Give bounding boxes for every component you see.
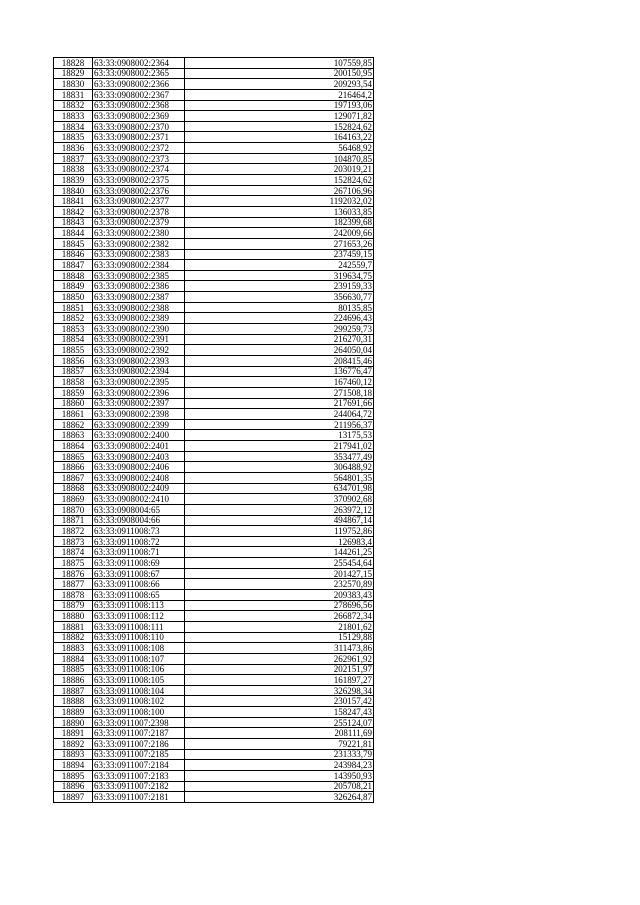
row-number-cell: 18886 <box>54 675 93 686</box>
cadastral-number-cell: 63:33:0908004:65 <box>93 504 185 515</box>
table-row <box>54 79 374 90</box>
row-number-cell: 18895 <box>54 770 93 781</box>
row-number-cell: 18843 <box>54 217 93 228</box>
row-number-cell: 18870 <box>54 504 93 515</box>
cadastral-number-cell: 63:33:0911007:2186 <box>93 739 185 750</box>
table-row <box>54 345 374 356</box>
table-row <box>54 228 374 239</box>
row-number-cell: 18897 <box>54 792 93 803</box>
value-cell: 242559,7 <box>185 260 374 271</box>
cadastral-number-cell: 63:33:0908002:2399 <box>93 419 185 430</box>
cadastral-number-cell: 63:33:0908002:2386 <box>93 281 185 292</box>
cadastral-number-cell: 63:33:0908002:2378 <box>93 206 185 217</box>
cadastral-number-cell: 63:33:0908002:2372 <box>93 143 185 154</box>
value-cell: 263972,12 <box>185 504 374 515</box>
row-number-cell: 18878 <box>54 590 93 601</box>
row-number-cell: 18867 <box>54 472 93 483</box>
cadastral-number-cell: 63:33:0908002:2393 <box>93 355 185 366</box>
table-row <box>54 111 374 122</box>
cadastral-number-cell: 63:33:0908002:2382 <box>93 238 185 249</box>
row-number-cell: 18859 <box>54 387 93 398</box>
table-row <box>54 494 374 505</box>
table-row <box>54 547 374 558</box>
row-number-cell: 18828 <box>54 58 93 69</box>
table-row <box>54 260 374 271</box>
cadastral-number-cell: 63:33:0908002:2403 <box>93 451 185 462</box>
table-row <box>54 664 374 675</box>
value-cell: 262961,92 <box>185 653 374 664</box>
cadastral-number-cell: 63:33:0911008:100 <box>93 707 185 718</box>
cadastral-number-cell: 63:33:0911008:107 <box>93 653 185 664</box>
table-row <box>54 770 374 781</box>
table-row <box>54 100 374 111</box>
row-number-cell: 18865 <box>54 451 93 462</box>
value-cell: 209383,43 <box>185 590 374 601</box>
value-cell: 306488,92 <box>185 462 374 473</box>
table-row <box>54 334 374 345</box>
row-number-cell: 18875 <box>54 558 93 569</box>
row-number-cell: 18894 <box>54 760 93 771</box>
table-row <box>54 324 374 335</box>
table-row <box>54 196 374 207</box>
value-cell: 152824,62 <box>185 121 374 132</box>
value-cell: 80135,85 <box>185 302 374 313</box>
value-cell: 217941,02 <box>185 441 374 452</box>
row-number-cell: 18883 <box>54 643 93 654</box>
table-row <box>54 270 374 281</box>
row-number-cell: 18873 <box>54 536 93 547</box>
row-number-cell: 18893 <box>54 749 93 760</box>
table-row <box>54 164 374 175</box>
cadastral-number-cell: 63:33:0911008:67 <box>93 568 185 579</box>
cadastral-number-cell: 63:33:0908002:2364 <box>93 58 185 69</box>
row-number-cell: 18849 <box>54 281 93 292</box>
table-row <box>54 292 374 303</box>
value-cell: 208415,46 <box>185 355 374 366</box>
row-number-cell: 18874 <box>54 547 93 558</box>
row-number-cell: 18872 <box>54 526 93 537</box>
row-number-cell: 18837 <box>54 153 93 164</box>
table-row <box>54 281 374 292</box>
cadastral-number-cell: 63:33:0908002:2408 <box>93 472 185 483</box>
cadastral-number-cell: 63:33:0911008:111 <box>93 621 185 632</box>
value-cell: 255454,64 <box>185 558 374 569</box>
table-body <box>54 58 374 803</box>
table-row <box>54 472 374 483</box>
table-row <box>54 68 374 79</box>
value-cell: 119752,86 <box>185 526 374 537</box>
cadastral-number-cell: 63:33:0911008:112 <box>93 611 185 622</box>
row-number-cell: 18896 <box>54 781 93 792</box>
cadastral-number-cell: 63:33:0911007:2181 <box>93 792 185 803</box>
row-number-cell: 18829 <box>54 68 93 79</box>
value-cell: 319634,75 <box>185 270 374 281</box>
cadastral-number-cell: 63:33:0908002:2401 <box>93 441 185 452</box>
cadastral-number-cell: 63:33:0908002:2396 <box>93 387 185 398</box>
value-cell: 104870,85 <box>185 153 374 164</box>
cadastral-number-cell: 63:33:0911007:2183 <box>93 770 185 781</box>
table-row <box>54 249 374 260</box>
row-number-cell: 18836 <box>54 143 93 154</box>
cadastral-number-cell: 63:33:0908002:2376 <box>93 185 185 196</box>
table-row <box>54 302 374 313</box>
cadastral-number-cell: 63:33:0908002:2392 <box>93 345 185 356</box>
row-number-cell: 18842 <box>54 206 93 217</box>
cadastral-number-cell: 63:33:0908002:2369 <box>93 111 185 122</box>
value-cell: 326264,87 <box>185 792 374 803</box>
table-row <box>54 568 374 579</box>
value-cell: 564801,35 <box>185 472 374 483</box>
row-number-cell: 18852 <box>54 313 93 324</box>
row-number-cell: 18861 <box>54 409 93 420</box>
value-cell: 208111,69 <box>185 728 374 739</box>
table-row <box>54 526 374 537</box>
value-cell: 239159,33 <box>185 281 374 292</box>
cadastral-number-cell: 63:33:0911008:104 <box>93 685 185 696</box>
cadastral-number-cell: 63:33:0908002:2388 <box>93 302 185 313</box>
value-cell: 211956,37 <box>185 419 374 430</box>
cadastral-number-cell: 63:33:0908002:2406 <box>93 462 185 473</box>
cadastral-number-cell: 63:33:0911008:71 <box>93 547 185 558</box>
value-cell: 158247,43 <box>185 707 374 718</box>
cadastral-number-cell: 63:33:0908002:2385 <box>93 270 185 281</box>
table-row <box>54 238 374 249</box>
row-number-cell: 18888 <box>54 696 93 707</box>
table-row <box>54 132 374 143</box>
table-row <box>54 696 374 707</box>
row-number-cell: 18845 <box>54 238 93 249</box>
value-cell: 205708,21 <box>185 781 374 792</box>
cadastral-number-cell: 63:33:0908002:2366 <box>93 79 185 90</box>
cadastral-number-cell: 63:33:0908002:2398 <box>93 409 185 420</box>
cadastral-number-cell: 63:33:0911008:72 <box>93 536 185 547</box>
value-cell: 143950,93 <box>185 770 374 781</box>
cadastral-number-cell: 63:33:0911008:69 <box>93 558 185 569</box>
cadastral-number-cell: 63:33:0911008:105 <box>93 675 185 686</box>
cadastral-number-cell: 63:33:0908002:2365 <box>93 68 185 79</box>
row-number-cell: 18879 <box>54 600 93 611</box>
row-number-cell: 18868 <box>54 483 93 494</box>
table-row <box>54 206 374 217</box>
cadastral-number-cell: 63:33:0911007:2185 <box>93 749 185 760</box>
value-cell: 203019,21 <box>185 164 374 175</box>
value-cell: 56468,92 <box>185 143 374 154</box>
value-cell: 182399,68 <box>185 217 374 228</box>
table-row <box>54 89 374 100</box>
value-cell: 161897,27 <box>185 675 374 686</box>
cadastral-number-cell: 63:33:0908002:2389 <box>93 313 185 324</box>
row-number-cell: 18876 <box>54 568 93 579</box>
cadastral-number-cell: 63:33:0908002:2410 <box>93 494 185 505</box>
row-number-cell: 18882 <box>54 632 93 643</box>
cadastral-number-cell: 63:33:0911007:2398 <box>93 717 185 728</box>
table-row <box>54 792 374 803</box>
cadastral-number-cell: 63:33:0911008:113 <box>93 600 185 611</box>
row-number-cell: 18855 <box>54 345 93 356</box>
table-row <box>54 462 374 473</box>
table-row <box>54 355 374 366</box>
value-cell: 202151,97 <box>185 664 374 675</box>
value-cell: 255124,07 <box>185 717 374 728</box>
cadastral-number-cell: 63:33:0908002:2374 <box>93 164 185 175</box>
value-cell: 266872,34 <box>185 611 374 622</box>
value-cell: 353477,49 <box>185 451 374 462</box>
table-row <box>54 611 374 622</box>
row-number-cell: 18853 <box>54 324 93 335</box>
value-cell: 21801,62 <box>185 621 374 632</box>
cadastral-number-cell: 63:33:0908002:2400 <box>93 430 185 441</box>
row-number-cell: 18831 <box>54 89 93 100</box>
table-row <box>54 430 374 441</box>
value-cell: 216270,31 <box>185 334 374 345</box>
table-row <box>54 515 374 526</box>
value-cell: 197193,06 <box>185 100 374 111</box>
value-cell: 164163,22 <box>185 132 374 143</box>
table-row <box>54 419 374 430</box>
table-row <box>54 600 374 611</box>
row-number-cell: 18848 <box>54 270 93 281</box>
value-cell: 15129,88 <box>185 632 374 643</box>
value-cell: 231333,79 <box>185 749 374 760</box>
table-row <box>54 377 374 388</box>
cadastral-number-cell: 63:33:0911008:108 <box>93 643 185 654</box>
table-row <box>54 153 374 164</box>
table-row <box>54 685 374 696</box>
table-row <box>54 579 374 590</box>
row-number-cell: 18834 <box>54 121 93 132</box>
row-number-cell: 18863 <box>54 430 93 441</box>
value-cell: 144261,25 <box>185 547 374 558</box>
table-row <box>54 58 374 69</box>
value-cell: 201427,15 <box>185 568 374 579</box>
row-number-cell: 18892 <box>54 739 93 750</box>
row-number-cell: 18871 <box>54 515 93 526</box>
row-number-cell: 18881 <box>54 621 93 632</box>
row-number-cell: 18830 <box>54 79 93 90</box>
row-number-cell: 18866 <box>54 462 93 473</box>
table-row <box>54 728 374 739</box>
row-number-cell: 18835 <box>54 132 93 143</box>
table-row <box>54 483 374 494</box>
table-row <box>54 760 374 771</box>
cadastral-number-cell: 63:33:0908002:2370 <box>93 121 185 132</box>
cadastral-number-cell: 63:33:0911008:106 <box>93 664 185 675</box>
table-row <box>54 121 374 132</box>
table-row <box>54 441 374 452</box>
row-number-cell: 18847 <box>54 260 93 271</box>
value-cell: 224696,43 <box>185 313 374 324</box>
cadastral-number-cell: 63:33:0908002:2384 <box>93 260 185 271</box>
value-cell: 634701,98 <box>185 483 374 494</box>
cadastral-number-cell: 63:33:0908002:2409 <box>93 483 185 494</box>
table-row <box>54 781 374 792</box>
value-cell: 217691,66 <box>185 398 374 409</box>
table-row <box>54 409 374 420</box>
row-number-cell: 18840 <box>54 185 93 196</box>
row-number-cell: 18880 <box>54 611 93 622</box>
table-row <box>54 675 374 686</box>
cadastral-number-cell: 63:33:0911008:66 <box>93 579 185 590</box>
cadastral-number-cell: 63:33:0908002:2377 <box>93 196 185 207</box>
value-cell: 1192032,02 <box>185 196 374 207</box>
value-cell: 232570,89 <box>185 579 374 590</box>
cadastral-number-cell: 63:33:0908002:2383 <box>93 249 185 260</box>
cadastral-number-cell: 63:33:0908002:2367 <box>93 89 185 100</box>
value-cell: 107559,85 <box>185 58 374 69</box>
row-number-cell: 18856 <box>54 355 93 366</box>
table-row <box>54 749 374 760</box>
value-cell: 152824,62 <box>185 175 374 186</box>
cadastral-number-cell: 63:33:0911008:110 <box>93 632 185 643</box>
value-cell: 200150,95 <box>185 68 374 79</box>
cadastral-number-cell: 63:33:0908002:2375 <box>93 175 185 186</box>
cadastral-value-table <box>53 57 374 803</box>
cadastral-number-cell: 63:33:0908004:66 <box>93 515 185 526</box>
row-number-cell: 18877 <box>54 579 93 590</box>
value-cell: 244064,72 <box>185 409 374 420</box>
table-row <box>54 175 374 186</box>
table-row <box>54 707 374 718</box>
table-row <box>54 185 374 196</box>
row-number-cell: 18869 <box>54 494 93 505</box>
row-number-cell: 18839 <box>54 175 93 186</box>
value-cell: 136033,85 <box>185 206 374 217</box>
table-row <box>54 653 374 664</box>
table-row <box>54 717 374 728</box>
table-row <box>54 621 374 632</box>
table-row <box>54 558 374 569</box>
value-cell: 13175,53 <box>185 430 374 441</box>
row-number-cell: 18860 <box>54 398 93 409</box>
value-cell: 126983,4 <box>185 536 374 547</box>
value-cell: 311473,86 <box>185 643 374 654</box>
row-number-cell: 18833 <box>54 111 93 122</box>
row-number-cell: 18884 <box>54 653 93 664</box>
value-cell: 242009,66 <box>185 228 374 239</box>
table-row <box>54 643 374 654</box>
cadastral-number-cell: 63:33:0908002:2395 <box>93 377 185 388</box>
value-cell: 271653,26 <box>185 238 374 249</box>
cadastral-number-cell: 63:33:0911007:2187 <box>93 728 185 739</box>
value-cell: 271508,18 <box>185 387 374 398</box>
value-cell: 356630,77 <box>185 292 374 303</box>
value-cell: 216464,2 <box>185 89 374 100</box>
value-cell: 370902,68 <box>185 494 374 505</box>
table-row <box>54 217 374 228</box>
cadastral-number-cell: 63:33:0908002:2387 <box>93 292 185 303</box>
row-number-cell: 18854 <box>54 334 93 345</box>
row-number-cell: 18864 <box>54 441 93 452</box>
cadastral-number-cell: 63:33:0908002:2391 <box>93 334 185 345</box>
row-number-cell: 18889 <box>54 707 93 718</box>
cadastral-number-cell: 63:33:0908002:2397 <box>93 398 185 409</box>
table-row <box>54 387 374 398</box>
value-cell: 243984,23 <box>185 760 374 771</box>
row-number-cell: 18850 <box>54 292 93 303</box>
row-number-cell: 18851 <box>54 302 93 313</box>
table-row <box>54 504 374 515</box>
table-row <box>54 398 374 409</box>
value-cell: 209293,54 <box>185 79 374 90</box>
cadastral-number-cell: 63:33:0908002:2371 <box>93 132 185 143</box>
row-number-cell: 18862 <box>54 419 93 430</box>
table-row <box>54 451 374 462</box>
row-number-cell: 18858 <box>54 377 93 388</box>
table-row <box>54 632 374 643</box>
value-cell: 494867,14 <box>185 515 374 526</box>
value-cell: 264050,04 <box>185 345 374 356</box>
value-cell: 79221,81 <box>185 739 374 750</box>
value-cell: 278696,56 <box>185 600 374 611</box>
value-cell: 326298,34 <box>185 685 374 696</box>
row-number-cell: 18890 <box>54 717 93 728</box>
table-row <box>54 366 374 377</box>
value-cell: 267106,96 <box>185 185 374 196</box>
cadastral-number-cell: 63:33:0908002:2390 <box>93 324 185 335</box>
row-number-cell: 18838 <box>54 164 93 175</box>
row-number-cell: 18885 <box>54 664 93 675</box>
row-number-cell: 18844 <box>54 228 93 239</box>
cadastral-number-cell: 63:33:0911008:73 <box>93 526 185 537</box>
table-row <box>54 143 374 154</box>
cadastral-number-cell: 63:33:0911008:102 <box>93 696 185 707</box>
cadastral-number-cell: 63:33:0908002:2379 <box>93 217 185 228</box>
value-cell: 237459,15 <box>185 249 374 260</box>
value-cell: 136776,47 <box>185 366 374 377</box>
cadastral-number-cell: 63:33:0911007:2184 <box>93 760 185 771</box>
cadastral-number-cell: 63:33:0908002:2373 <box>93 153 185 164</box>
table-row <box>54 536 374 547</box>
value-cell: 129071,82 <box>185 111 374 122</box>
table-row <box>54 590 374 601</box>
row-number-cell: 18891 <box>54 728 93 739</box>
table-row <box>54 313 374 324</box>
cadastral-number-cell: 63:33:0911008:65 <box>93 590 185 601</box>
row-number-cell: 18832 <box>54 100 93 111</box>
cadastral-number-cell: 63:33:0908002:2380 <box>93 228 185 239</box>
cadastral-number-cell: 63:33:0908002:2368 <box>93 100 185 111</box>
table-row <box>54 739 374 750</box>
value-cell: 167460,12 <box>185 377 374 388</box>
cadastral-number-cell: 63:33:0908002:2394 <box>93 366 185 377</box>
value-cell: 299259,73 <box>185 324 374 335</box>
row-number-cell: 18887 <box>54 685 93 696</box>
value-cell: 230157,42 <box>185 696 374 707</box>
row-number-cell: 18846 <box>54 249 93 260</box>
cadastral-number-cell: 63:33:0911007:2182 <box>93 781 185 792</box>
row-number-cell: 18841 <box>54 196 93 207</box>
row-number-cell: 18857 <box>54 366 93 377</box>
